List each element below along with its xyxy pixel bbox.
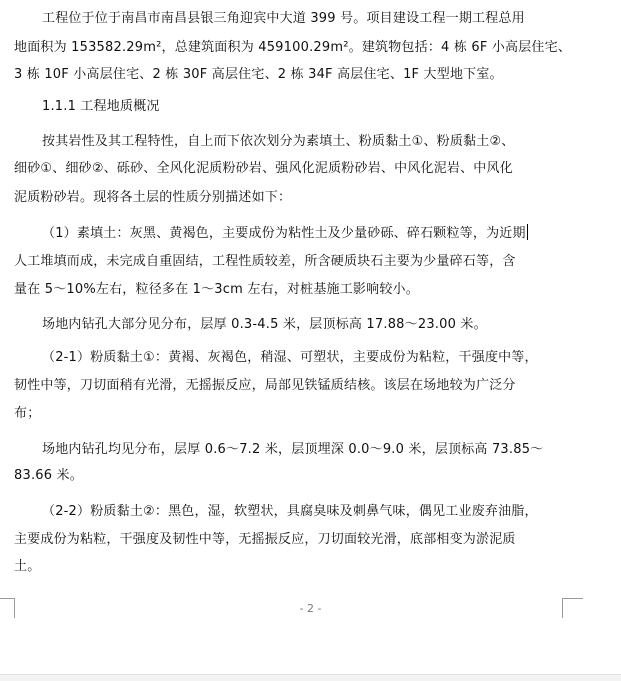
paragraph-line-2: 地面积为 153582.29m²，总建筑面积为 459100.29m²。建筑物包括：4 栋 6F 小高层住宅、 [14,40,572,55]
page-number: - 2 - [299,602,322,615]
paragraph-line-10: 量在 5～10%左右，粒径多在 1～3cm 左右，对桩基施工影响较小。 [14,282,419,297]
paragraph-line-13: 韧性中等，刀切面稍有光滑，无摇振反应，局部见铁锰质结核。该层在场地较为广泛分 [14,378,516,393]
paragraph-line-11: 场地内钻孔大部分见分布，层厚 0.3-4.5 米，层顶标高 17.88～23.00 米。 [42,317,487,332]
paragraph-line-6: 细砂①、细砂②、砾砂、全风化泥质粉砂岩、强风化泥质粉砂岩、中风化泥岩、中风化 [14,161,513,176]
paragraph-line-9: 人工堆填而成，未完成自重固结，工程性质较差，所含硬质块石主要为少量碎石等，含 [14,254,516,269]
text-cursor [527,224,528,240]
paragraph-line-7: 泥质粉砂岩。现将各土层的性质分别描述如下： [14,190,292,205]
paragraph-line-8-text: （1）素填土：灰黑、黄褐色，主要成份为粘性土及少量砂砾、碎石颗粒等，为近期 [42,226,526,241]
paragraph-line-14: 布； [14,406,41,421]
paragraph-line-16: 83.66 米。 [14,468,83,483]
paragraph-line-18: 主要成份为粘粒，干强度及韧性中等，无摇振反应，刀切面较光滑，底部相变为淤泥质 [14,532,516,547]
paragraph-line-15: 场地内钻孔均见分布，层厚 0.6～7.2 米，层顶埋深 0.0～9.0 米，层顶标高 73.85～ [42,442,544,457]
paragraph-line-17: （2-2）粉质黏土②：黑色，湿，软塑状，具腐臭味及刺鼻气味，偶见工业废弃油脂， [42,504,538,519]
paragraph-line-12: （2-1）粉质黏土①：黄褐、灰褐色，稍湿、可塑状，主要成份为粘粒，干强度中等， [42,350,538,365]
paragraph-line-3: 3 栋 10F 小高层住宅、2 栋 30F 高层住宅、2 栋 34F 高层住宅、1F 大型地下室。 [14,67,503,82]
paragraph-line-5: 按其岩性及其工程特性，自上而下依次划分为素填土、粉质黏土①、粉质黏土②、 [42,134,515,149]
section-heading: 1.1.1 工程地质概况 [42,99,160,114]
paragraph-line-19: 土。 [14,559,41,574]
paragraph-line-8[interactable] [42,224,621,244]
paragraph-line-1: 工程位于位于南昌市南昌县银三角迎宾中大道 399 号。项目建设工程一期工程总用 [42,11,525,26]
